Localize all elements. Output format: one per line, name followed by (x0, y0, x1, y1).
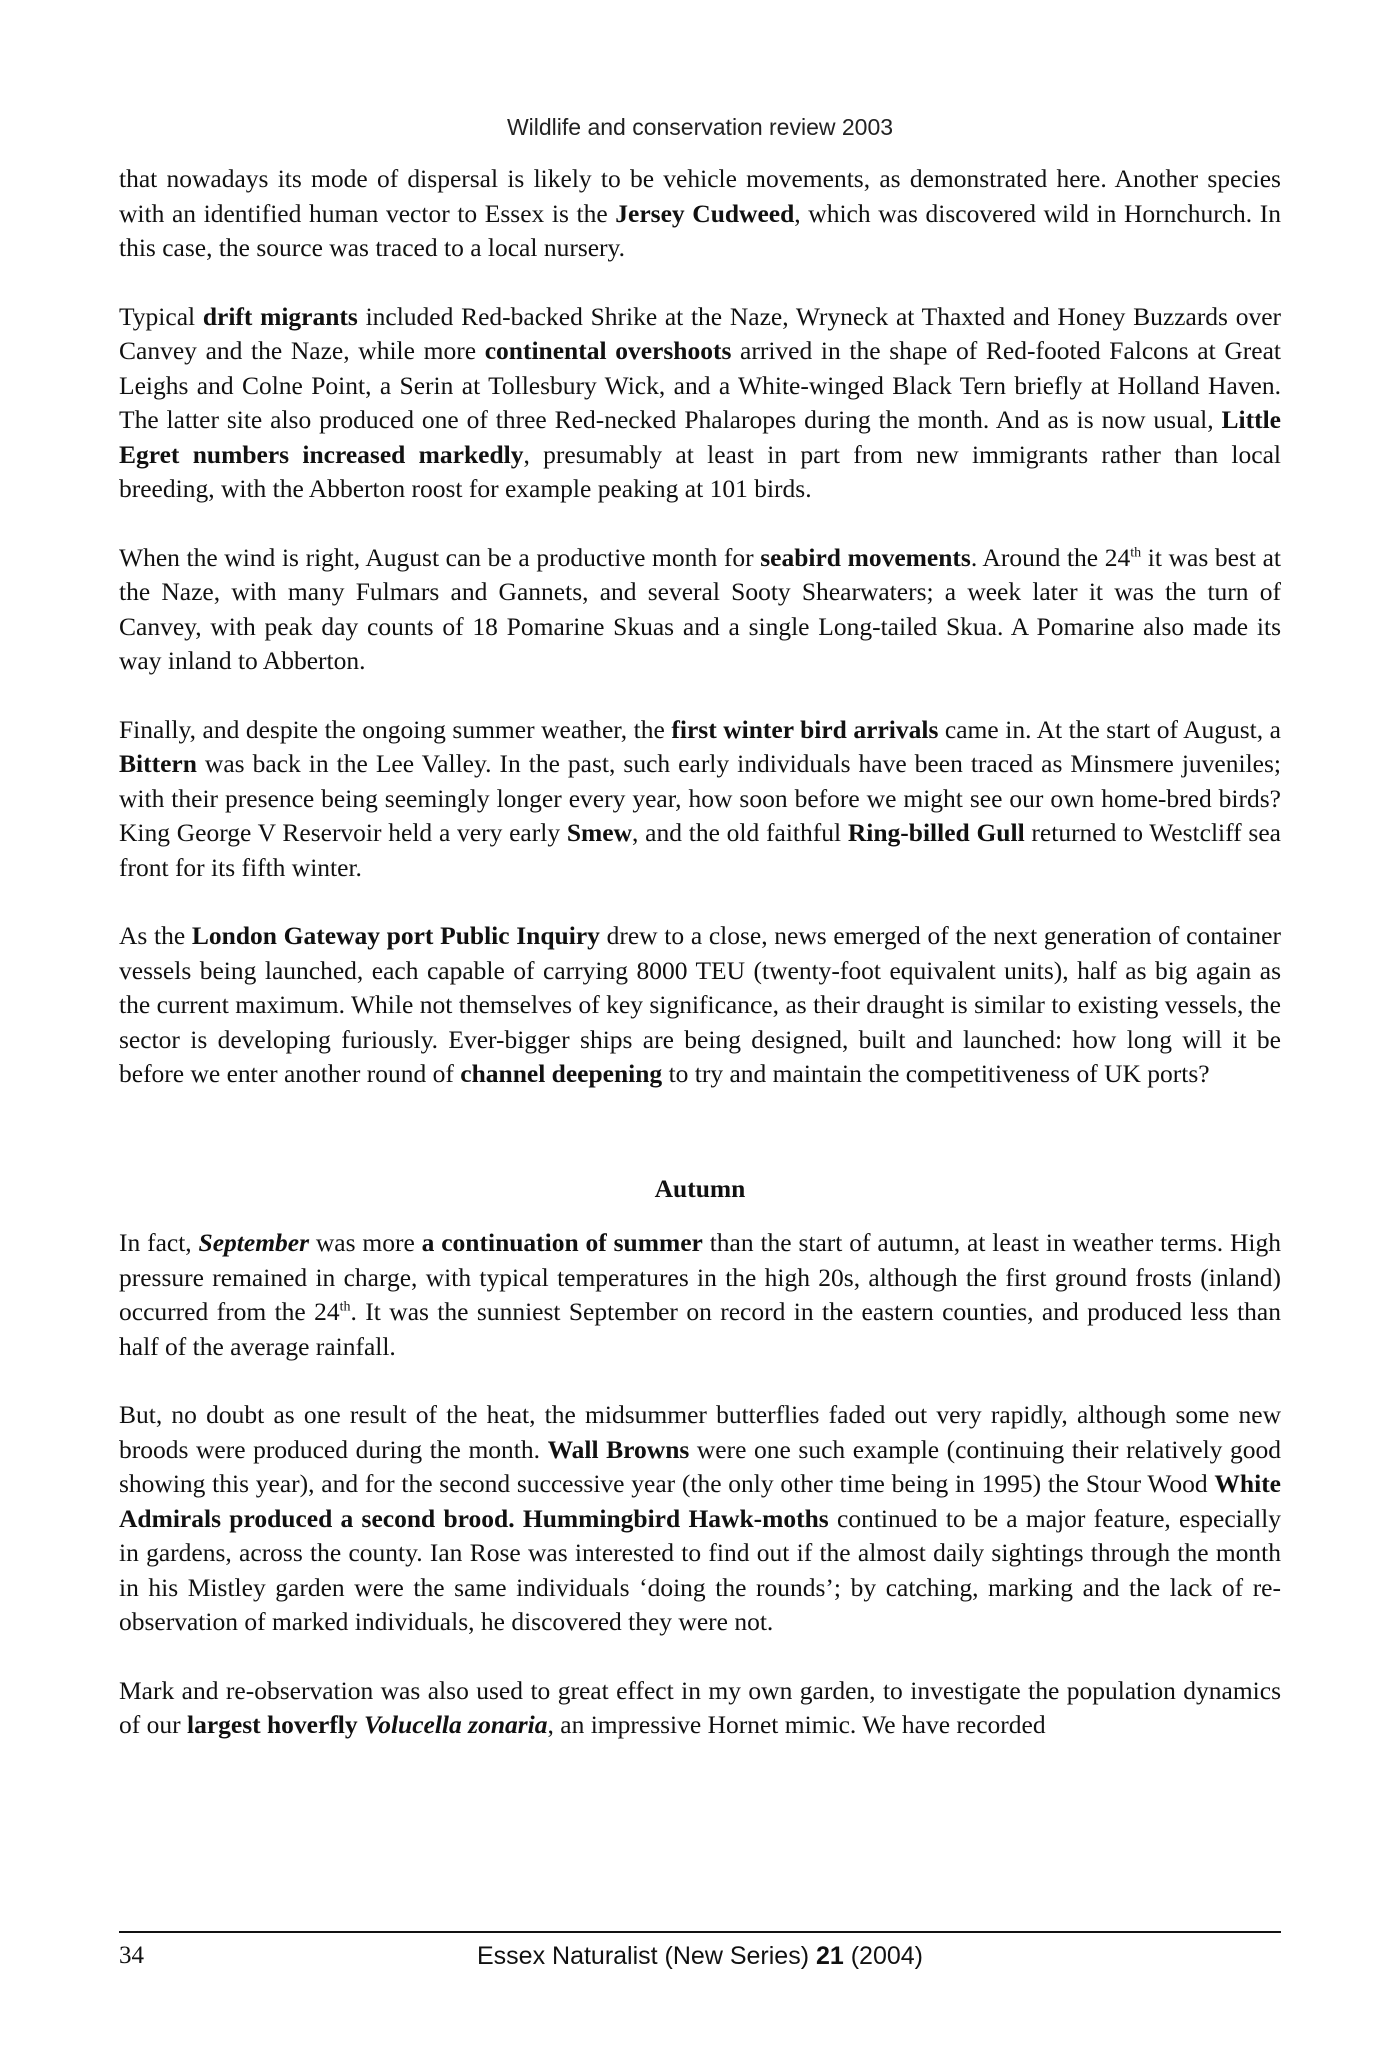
journal-title: Essex Naturalist (New Series) (476, 1942, 816, 1970)
bold-text: seabird movements (760, 542, 971, 572)
text-run: , which was discovered wild in Hornchurch. In this case, the source was traced to a local nursery. (119, 198, 1281, 262)
superscript: th (339, 1299, 351, 1315)
article-body (119, 162, 1281, 1777)
text-run: were one such example (continuing their relatively good showing this year), and for the second successive year (the only other time being in 1995) the Stour Wood (119, 1434, 1281, 1498)
text-run: continued to be a major feature, especially in gardens, across the county. Ian Rose was interested to find out if the almost daily sightings through the month in his Mistley garden were the same individuals ‘doing the rounds’; by catching, marking and the lack of re-observation of marked individuals, he discovered they were not. (119, 1503, 1282, 1636)
bold-italic-text: September (198, 1228, 310, 1257)
running-header: Wildlife and conservation review 2003 (506, 114, 894, 140)
paragraph (119, 162, 1281, 266)
text-run: came in. At the start of August, a (938, 714, 1281, 744)
superscript: th (1130, 545, 1142, 560)
text-run: . Around the 24 (970, 542, 1131, 572)
bold-text: Jersey Cudweed (615, 198, 795, 228)
text-run: was back in the Lee Valley. In the past, such early individuals have been traced as Minsmere juveniles; with their presence being seemingly longer every year, how soon before we might see our own home-bred birds? King George V Reservoir held a very early (119, 749, 1281, 847)
paragraph (119, 713, 1281, 886)
journal-volume: 21 (815, 1942, 844, 1970)
bold-text: Smew (566, 818, 633, 847)
text-run: returned to Westcliff sea front for its fifth winter. (119, 818, 1281, 882)
bold-text: Little Egret numbers increased markedly (119, 405, 1281, 469)
bold-text: Bittern (119, 749, 197, 778)
text-run: included Red-backed Shrike at the Naze, Wryneck at Thaxted and Honey Buzzards over Canvey and the Naze, while more (119, 301, 1282, 365)
text-run: , an impressive Hornet mimic. We have recorded (547, 1710, 1046, 1739)
text-run: that nowadays its mode of dispersal is likely to be vehicle movements, as demonstrated here. Another species with an identified human vector to Essex is the (119, 164, 1281, 228)
text-run: In fact, (119, 1228, 199, 1257)
bold-text: Hummingbird Hawk-moths (522, 1503, 829, 1533)
journal-citation (119, 1942, 1281, 1971)
text-run: , presumably at least in part from new immigrants rather than local breeding, with the Abberton roost for example peaking at 101 birds. (119, 439, 1281, 503)
bold-text: a continuation of summer (421, 1228, 703, 1257)
text-run: Typical (119, 301, 203, 331)
page-footer (119, 1942, 1281, 1978)
section-heading: Autumn (654, 1173, 746, 1203)
paragraph (119, 1674, 1281, 1743)
bold-text: continental overshoots (484, 336, 732, 365)
paragraph (119, 919, 1281, 1092)
text-run: But, no doubt as one result of the heat, the midsummer butterflies faded out very rapidly, although some new broods were produced during the month. (119, 1400, 1281, 1464)
paragraph (119, 300, 1281, 507)
journal-year: (2004) (843, 1942, 923, 1970)
text-run: Mark and re-observation was also used to great effect in my own garden, to investigate the population dynamics of our (119, 1675, 1281, 1739)
bold-text: drift migrants (202, 301, 358, 331)
bold-text: Ring-billed Gull (847, 818, 1025, 847)
bold-text: White Admirals produced a second brood. (119, 1469, 1281, 1533)
text-run: . It was the sunniest September on record in the eastern counties, and produced less than half of the average rainfall. (119, 1297, 1281, 1361)
text-run: When the wind is right, August can be a productive month for (119, 542, 761, 572)
paragraph (119, 1226, 1281, 1364)
page-number: 34 (119, 1942, 144, 1969)
bold-text: first winter bird arrivals (671, 714, 939, 744)
text-run: Finally, and despite the ongoing summer weather, the (119, 714, 672, 744)
bold-text: London Gateway port Public Inquiry (191, 921, 600, 950)
paragraph (119, 1398, 1281, 1640)
text-run: As the (119, 921, 192, 950)
text-run: was more (309, 1228, 422, 1257)
bold-text: Wall Browns (547, 1434, 690, 1464)
text-run: arrived in the shape of Red-footed Falcons at Great Leighs and Colne Point, a Serin at Tollesbury Wick, and a White-winged Black Tern briefly at Holland Haven. The latter site also produced one of three Red-necked Phalaropes during the month. And as is now usual, (119, 336, 1281, 434)
bold-text: largest hoverfly (186, 1710, 358, 1739)
text-run (515, 1504, 523, 1533)
bold-text: channel deepening (460, 1059, 663, 1088)
text-run: to try and maintain the competitiveness of UK ports? (662, 1059, 1210, 1088)
paragraph (119, 541, 1281, 679)
text-run: it was best at the Naze, with many Fulmars and Gannets, and several Sooty Shearwaters; a week later it was the turn of Canvey, with peak day counts of 18 Pomarine Skuas and a single Long-tailed Skua. A Pomarine also made its way inland to Abberton. (119, 542, 1282, 675)
text-run: than the start of autumn, at least in weather terms. High pressure remained in charge, with typical temperatures in the high 20s, although the first ground frosts (inland) occurred from the 24 (119, 1228, 1281, 1326)
text-run: , and the old faithful (632, 818, 848, 847)
footer-rule (119, 1931, 1281, 1933)
text-run: drew to a close, news emerged of the next generation of container vessels being launched, each capable of carrying 8000 TEU (twenty-foot equivalent units), half as big again as the current maximum. While not themselves of key significance, as their draught is similar to existing vessels, the sector is developing furiously. Ever-bigger ships are being designed, built and launched: how long will it be before we enter another round of (119, 921, 1281, 1088)
bold-italic-text: Volucella zonaria (364, 1710, 548, 1739)
